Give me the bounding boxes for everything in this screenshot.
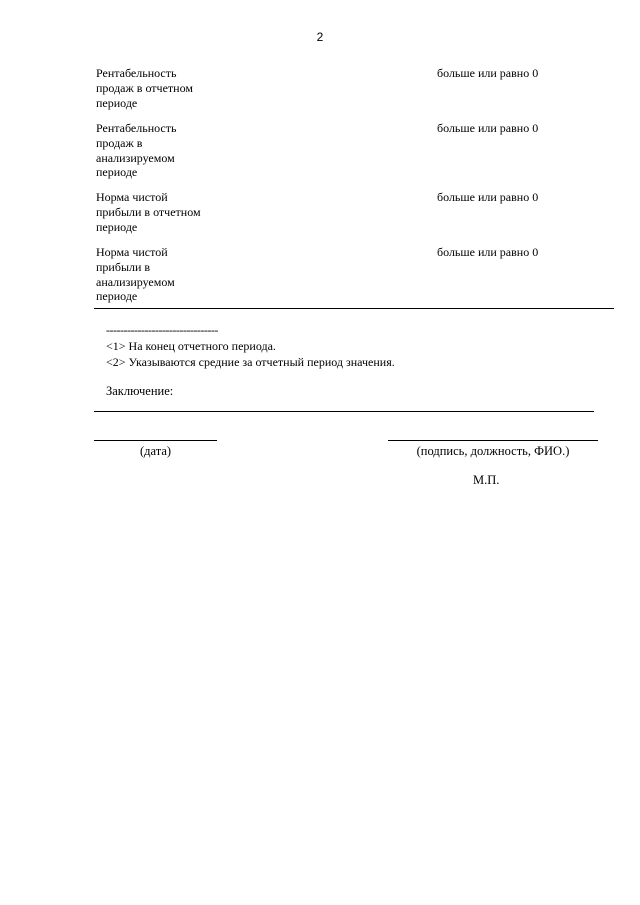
indicator-name-line: периоде bbox=[96, 95, 138, 110]
indicator-name bbox=[96, 121, 236, 180]
indicator-name-line: Рентабельность bbox=[96, 121, 177, 135]
indicator-name-line: Норма чистой bbox=[96, 190, 168, 204]
indicator-name-line: Рентабельность bbox=[96, 66, 177, 80]
stamp-label: М.П. bbox=[473, 473, 500, 487]
indicator-name-line: продаж в bbox=[96, 135, 143, 150]
date-line bbox=[94, 440, 217, 441]
date-caption: (дата) bbox=[139, 444, 172, 458]
indicator-name bbox=[96, 66, 236, 110]
indicator-name-line: Норма чистой bbox=[96, 245, 168, 259]
indicator-name-line: продаж в отчетном bbox=[96, 80, 193, 95]
indicator-criterion: больше или равно 0 bbox=[437, 245, 539, 259]
conclusion-line bbox=[94, 411, 594, 412]
footnote-separator: -------------------------------- bbox=[106, 323, 218, 337]
signature-caption: (подпись, должность, ФИО.) bbox=[416, 444, 570, 458]
footnote-item: <2> Указываются средние за отчетный период значения. bbox=[106, 355, 395, 369]
signature-line bbox=[388, 440, 598, 441]
indicator-criterion: больше или равно 0 bbox=[437, 121, 539, 135]
page-number: 2 bbox=[316, 30, 324, 44]
indicator-name-line: анализируемом bbox=[96, 150, 175, 165]
indicator-criterion: больше или равно 0 bbox=[437, 190, 539, 204]
indicator-name bbox=[96, 190, 236, 234]
indicator-name-line: периоде bbox=[96, 219, 138, 234]
indicator-name-line: периоде bbox=[96, 289, 138, 304]
indicator-name-line: анализируемом bbox=[96, 274, 175, 289]
indicator-name bbox=[96, 245, 236, 304]
indicator-name-line: прибыли в отчетном bbox=[96, 204, 201, 219]
conclusion-label: Заключение: bbox=[106, 384, 174, 398]
indicator-name-line: прибыли в bbox=[96, 259, 151, 274]
table-bottom-border bbox=[94, 308, 614, 309]
footnote-item: <1> На конец отчетного периода. bbox=[106, 339, 276, 353]
indicator-name-line: периоде bbox=[96, 165, 138, 180]
indicator-criterion: больше или равно 0 bbox=[437, 66, 539, 80]
